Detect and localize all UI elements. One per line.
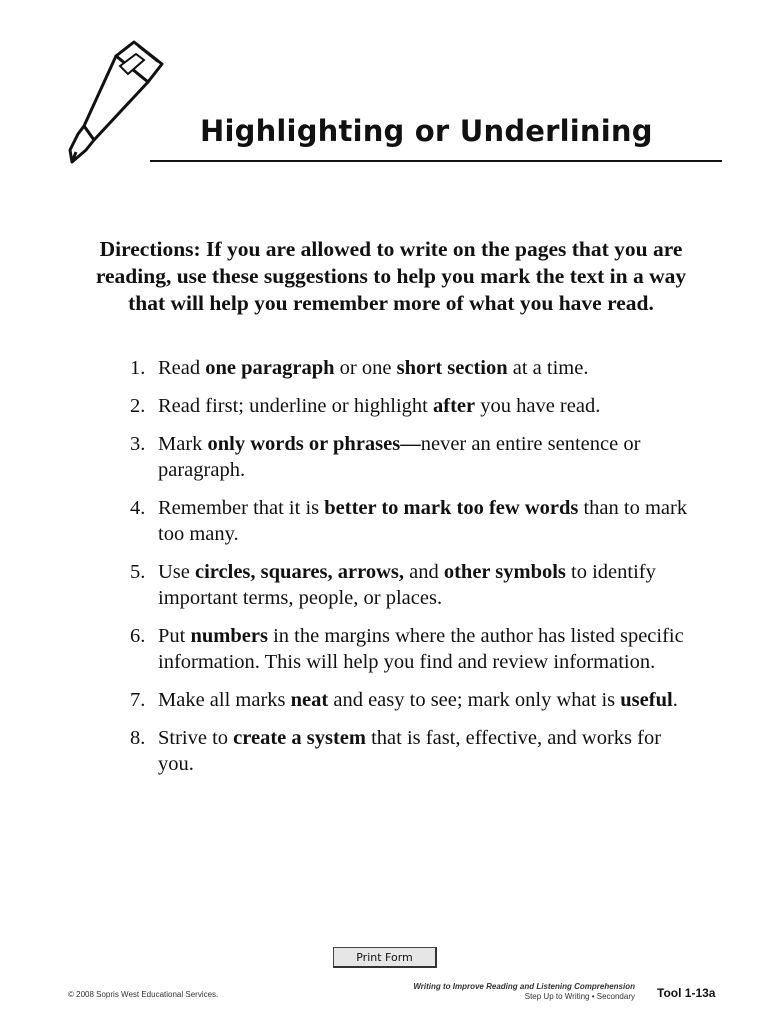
tip-text: than to mark too many. — [158, 497, 688, 545]
tip-number: 4. — [130, 497, 146, 519]
tip-number: 3. — [130, 433, 146, 455]
tip-text: you have read. — [475, 395, 601, 417]
tip-text: Make all marks — [158, 689, 291, 711]
tip-number: 8. — [130, 727, 146, 749]
title-divider — [150, 160, 722, 162]
tip-text: Remember that it is — [158, 497, 325, 519]
tip-emphasis: better to mark too few words — [324, 497, 579, 519]
tip-emphasis: one paragraph — [205, 357, 335, 379]
tip-text: Read — [158, 357, 206, 379]
tip-text: or one — [334, 357, 397, 379]
tip-emphasis: create a system — [233, 727, 366, 749]
tip-emphasis: short section — [396, 357, 508, 379]
tip-number: 6. — [130, 625, 146, 647]
tip-emphasis: after — [433, 395, 476, 417]
tip-text: never an entire sentence or paragraph. — [158, 433, 641, 481]
tip-emphasis: other symbols — [443, 561, 566, 583]
tip-item — [130, 687, 690, 713]
tip-item — [130, 495, 690, 547]
tip-emphasis: numbers — [190, 625, 268, 647]
tip-text: that is fast, effective, and works for you. — [158, 727, 662, 775]
highlighter-marker-icon — [64, 38, 166, 166]
book-info — [413, 982, 635, 1002]
tips-list — [130, 355, 690, 789]
page-title: Highlighting or Underlining — [200, 114, 653, 148]
tip-text: Strive to — [158, 727, 234, 749]
tip-text: Read first; underline or highlight — [158, 395, 433, 417]
book-title: Writing to Improve Reading and Listening Comprehension — [413, 982, 635, 991]
tip-text: at a time. — [507, 357, 589, 379]
tip-text: in the margins where the author has listed specific information. This will help you find and review information. — [158, 625, 684, 673]
tip-item — [130, 725, 690, 777]
copyright-notice: © 2008 Sopris West Educational Services. — [68, 990, 219, 999]
directions-text: Directions: If you are allowed to write on the pages that you are reading, use these suggestions to help you mark the text in a way that will help you remember more of what you have read. — [95, 236, 687, 315]
tip-item — [130, 393, 690, 419]
tip-text: Use — [158, 561, 196, 583]
tip-item — [130, 623, 690, 675]
tip-number: 5. — [130, 561, 146, 583]
tip-text: . — [672, 689, 678, 711]
tip-text: Put — [158, 625, 191, 647]
tip-text: Mark — [158, 433, 208, 455]
tool-label: Tool 1-13a — [657, 986, 716, 1000]
tip-text: and — [403, 561, 444, 583]
tip-number: 7. — [130, 689, 146, 711]
book-subtitle: Step Up to Writing • Secondary — [524, 992, 635, 1001]
tip-number: 1. — [130, 357, 146, 379]
tip-emphasis: only words or phrases— — [207, 433, 421, 455]
tip-emphasis: useful — [620, 689, 673, 711]
tip-text: and easy to see; mark only what is — [328, 689, 621, 711]
tip-item — [130, 355, 690, 381]
tip-number: 2. — [130, 395, 146, 417]
tip-text: to identify important terms, people, or places. — [158, 561, 656, 609]
tip-item — [130, 431, 690, 483]
tip-emphasis: circles, squares, arrows, — [195, 561, 404, 583]
print-form-button[interactable]: Print Form — [333, 947, 437, 968]
tip-emphasis: neat — [290, 689, 329, 711]
tip-item — [130, 559, 690, 611]
